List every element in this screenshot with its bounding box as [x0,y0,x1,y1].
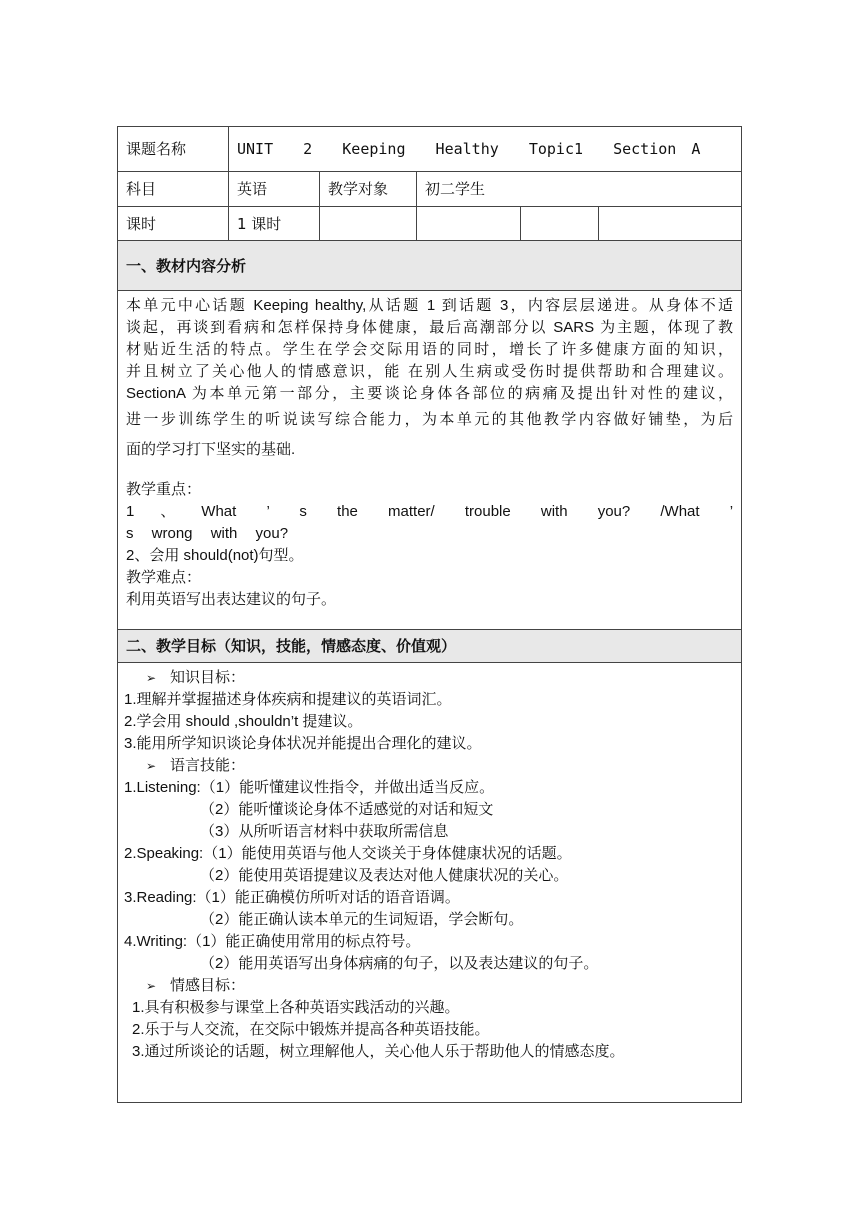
empty-cell [320,207,417,241]
key-point-2: 2、会用 should(not)句型。 [126,547,304,564]
analysis-line: 本单元中心话题 Keeping healthy,从话题 1 到话题 3，内容层层递进。从身体不适 [126,297,734,314]
analysis-line: 进一步训练学生的听说读写综合能力，为本单元的其他教学内容做好铺垫，为后 [126,411,734,428]
key-point-1b: s wrong with you? [126,525,289,542]
emotion-item: 3.通过所谈论的话题，树立理解他人，关心他人乐于帮助他人的情感态度。 [132,1043,625,1060]
subject-label: 科目 [118,172,229,207]
reading-item: 3.Reading:（1）能正确模仿所听对话的语音语调。 [124,889,460,906]
arrow-bullet-icon: ➢ [146,671,157,685]
analysis-line: 谈起，再谈到看病和怎样保持身体健康，最后高潮部分以 SARS 为主题，体现了教 [126,319,734,336]
listening-item: （3）从所听语言材料中获取所需信息 [200,823,449,840]
subject-row [118,172,742,207]
emotion-heading: 情感目标： [170,977,246,994]
key-points-label: 教学重点： [126,481,202,498]
reading-item: （2）能正确认读本单元的生词短语，学会断句。 [200,911,524,928]
analysis-line: 面的学习打下坚实的基础. [126,441,296,458]
section1-body-row [118,291,742,630]
section1-body [118,291,742,630]
arrow-bullet-icon: ➢ [146,979,157,993]
speaking-item: 2.Speaking:（1）能使用英语与他人交谈关于身体健康状况的话题。 [124,845,572,862]
listening-item: 1.Listening:（1）能听懂建议性指令，并做出适当反应。 [124,779,495,796]
hours-value: 1 课时 [229,207,320,241]
skills-heading: 语言技能： [170,757,246,774]
analysis-line: 材贴近生活的特点。学生在学会交际用语的同时，增长了许多健康方面的知识， [126,341,734,358]
section1-header-row [118,241,742,291]
knowledge-item: 3.能用所学知识谈论身体状况并能提出合理化的建议。 [124,735,482,752]
writing-item: （2）能用英语写出身体病痛的句子，以及表达建议的句子。 [200,955,599,972]
difficulty-text: 利用英语写出表达建议的句子。 [126,591,337,608]
emotion-item: 1.具有积极参与课堂上各种英语实践活动的兴趣。 [132,999,460,1016]
skills-heading-line [124,755,733,777]
writing-item: 4.Writing:（1）能正确使用常用的标点符号。 [124,933,421,950]
section1-title: 一、教材内容分析 [118,241,742,291]
topic-row [118,127,742,172]
difficulty-label: 教学难点： [126,569,202,586]
arrow-bullet-icon: ➢ [146,759,157,773]
knowledge-item: 2.学会用 should ,shouldn’t 提建议。 [124,713,363,730]
emotion-heading-line [124,975,733,997]
topic-value: UNIT 2 Keeping Healthy Topic1 Section A [229,127,742,172]
emotion-item: 2.乐于与人交流，在交际中锻炼并提高各种英语技能。 [132,1021,490,1038]
section2-header-row [118,630,742,663]
audience-value: 初二学生 [417,172,742,207]
analysis-line: SectionA 为本单元第一部分，主要谈论身体各部位的病痛及提出针对性的建议， [126,385,734,402]
section2-body-row [118,663,742,1103]
key-point-1a: 1、What ’ s the matter/ trouble with you? /What ’ [126,503,734,520]
section2-body [118,663,742,1103]
topic-label: 课题名称 [118,127,229,172]
subject-value: 英语 [229,172,320,207]
empty-cell [521,207,599,241]
lesson-plan-table [117,126,742,1103]
knowledge-item: 1.理解并掌握描述身体疾病和提建议的英语词汇。 [124,691,452,708]
audience-label: 教学对象 [320,172,417,207]
listening-item: （2）能听懂谈论身体不适感觉的对话和短文 [200,801,494,818]
empty-cell [417,207,521,241]
hours-row [118,207,742,241]
speaking-item: （2）能使用英语提建议及表达对他人健康状况的关心。 [200,867,569,884]
analysis-line: 并且树立了关心他人的情感意识，能 在别人生病或受伤时提供帮助和合理建议。 [126,363,734,380]
knowledge-heading-line [124,667,733,689]
hours-label: 课时 [118,207,229,241]
empty-cell [599,207,742,241]
section2-title: 二、教学目标（知识，技能，情感态度、价值观） [118,630,742,663]
knowledge-heading: 知识目标： [170,669,246,686]
